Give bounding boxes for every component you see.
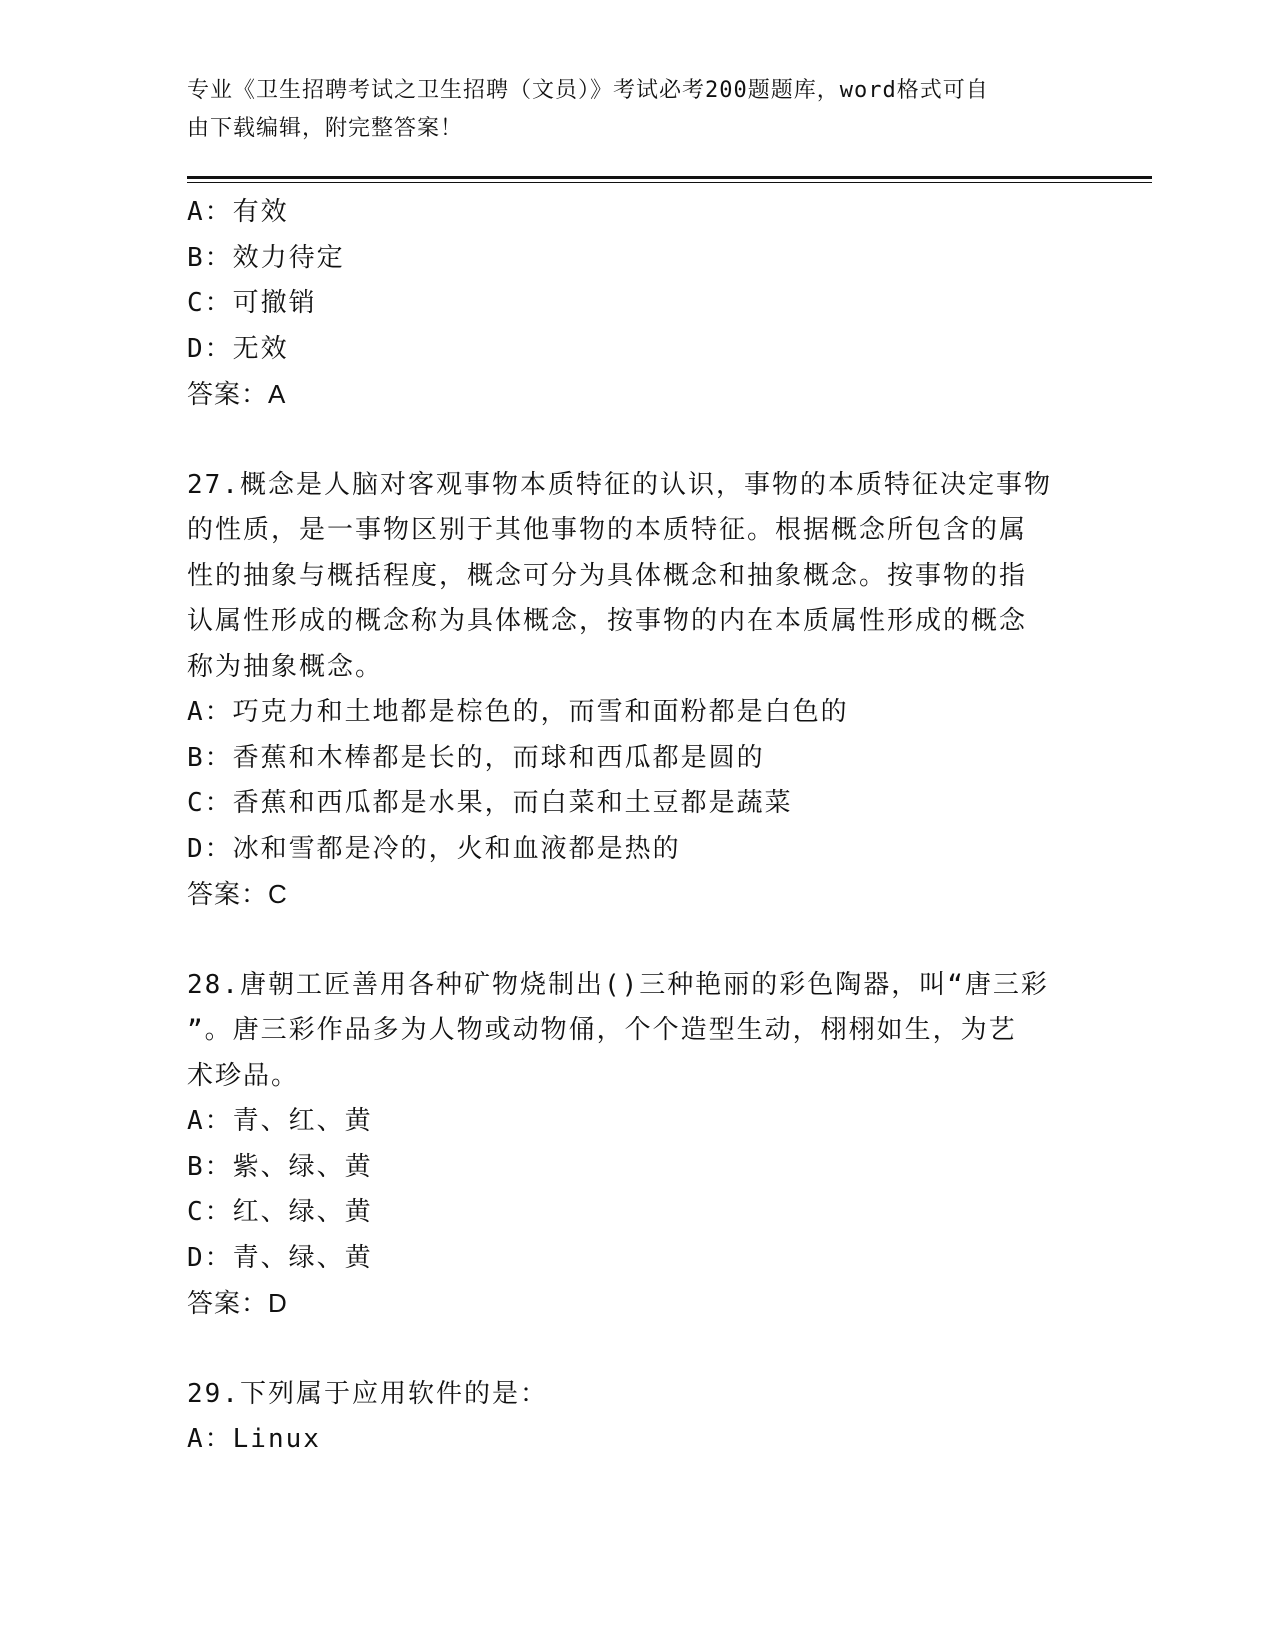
question-28 bbox=[187, 963, 1087, 1327]
option-a: A：Linux bbox=[187, 1424, 321, 1454]
answer-line: 答案：A bbox=[187, 379, 287, 409]
answer-line: 答案：D bbox=[187, 1288, 288, 1318]
option-c: C：香蕉和西瓜都是水果，而白菜和土豆都是蔬菜 bbox=[187, 788, 793, 818]
header-divider-thick bbox=[187, 176, 1152, 179]
question-stem-line: 28.唐朝工匠善用各种矿物烧制出()三种艳丽的彩色陶器，叫“唐三彩 bbox=[187, 969, 1049, 1000]
option-d: D：冰和雪都是冷的，火和血液都是热的 bbox=[187, 833, 681, 864]
intro-line-1: 专业《卫生招聘考试之卫生招聘（文员）》考试必考200题题库，word格式可自 bbox=[187, 78, 989, 103]
question-list bbox=[187, 190, 1087, 1463]
option-c: C：红、绿、黄 bbox=[187, 1197, 373, 1227]
intro-line-2: 由下载编辑，附完整答案！ bbox=[187, 116, 464, 141]
question-stem-line: 称为抽象概念。 bbox=[187, 651, 384, 682]
header-divider-thin bbox=[187, 182, 1152, 183]
question-29 bbox=[187, 1372, 1087, 1463]
question-stem-line: 27.概念是人脑对客观事物本质特征的认识，事物的本质特征决定事物 bbox=[187, 469, 1052, 500]
question-stem-line: 的性质，是一事物区别于其他事物的本质特征。根据概念所包含的属 bbox=[187, 515, 1028, 545]
option-c: C：可撤销 bbox=[187, 288, 317, 318]
option-b: B：效力待定 bbox=[187, 242, 345, 273]
question-spacer bbox=[187, 1327, 1087, 1372]
question-stem-line: 认属性形成的概念称为具体概念，按事物的内在本质属性形成的概念 bbox=[187, 606, 1028, 636]
question-stem-line: 性的抽象与概括程度，概念可分为具体概念和抽象概念。按事物的指 bbox=[187, 560, 1028, 591]
option-b: B：香蕉和木棒都是长的，而球和西瓜都是圆的 bbox=[187, 742, 765, 773]
option-d: D：无效 bbox=[187, 333, 289, 364]
answer-line: 答案：C bbox=[187, 879, 288, 909]
option-a: A：青、红、黄 bbox=[187, 1106, 373, 1136]
question-27 bbox=[187, 463, 1087, 918]
option-d: D：青、绿、黄 bbox=[187, 1242, 373, 1273]
question-stem-line: 术珍品。 bbox=[187, 1060, 300, 1091]
question-26-partial bbox=[187, 190, 1087, 418]
option-b: B：紫、绿、黄 bbox=[187, 1151, 373, 1182]
question-spacer bbox=[187, 418, 1087, 463]
question-spacer bbox=[187, 918, 1087, 963]
document-intro bbox=[187, 72, 1067, 148]
option-a: A：巧克力和土地都是棕色的，而雪和面粉都是白色的 bbox=[187, 697, 849, 727]
option-a: A：有效 bbox=[187, 197, 289, 227]
question-stem-line: 29.下列属于应用软件的是： bbox=[187, 1378, 548, 1409]
question-stem-line: ”。唐三彩作品多为人物或动物俑，个个造型生动，栩栩如生，为艺 bbox=[187, 1015, 1017, 1045]
